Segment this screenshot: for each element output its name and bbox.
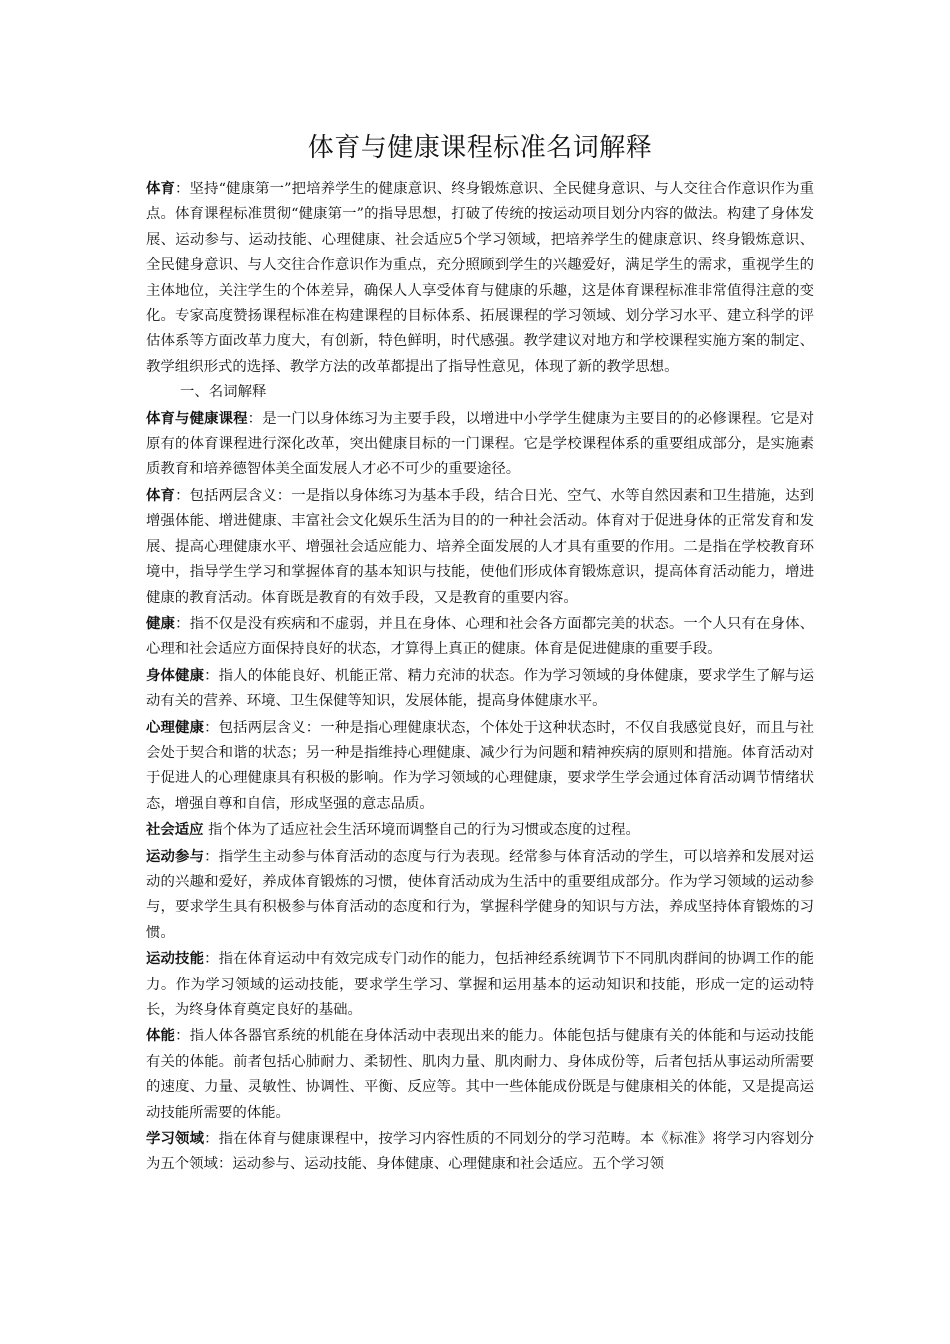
term-label: 体能 <box>146 1027 176 1045</box>
definition-text: 指不仅是没有疾病和不虚弱，并且在身体、心理和社会各方面都完美的状态。一个人只有在身体、心理和社会适应方面保持良好的状态，才算得上真正的健康。体育是促进健康的重要手段。 <box>146 615 814 658</box>
term-label: 运动技能 <box>146 950 205 968</box>
definition-entry <box>146 611 814 663</box>
definition-text: 指在体育与健康课程中，按学习内容性质的不同划分的学习范畴。本《标准》将学习内容划分为五个领域：运动参与、运动技能、身体健康、心理健康和社会适应。五个学习领 <box>146 1131 814 1173</box>
term-label: 体育 <box>146 486 176 504</box>
term-label: 体育 <box>146 180 176 197</box>
intro-paragraph <box>146 176 814 380</box>
term-separator: ： <box>204 1131 219 1148</box>
term-label: 社会适应 <box>146 821 204 839</box>
term-label: 运动参与 <box>146 847 205 865</box>
definition-text: 包括两层含义：一是指以身体练习为基本手段，结合日光、空气、水等自然因素和卫生措施，达到增强体能、增进健康、丰富社会文化娱乐生活为目的的一种社会活动。体育对于促进身体的正常发育和发展、提高心理健康水平、增强社会适应能力、培养全面发展的人才具有重要的作用。二是指在学校教育环境中，指导学生学习和掌握体育的基本知识与技能，使他们形成体育锻炼意识，提高体育活动能力，增进健康的教育活动。体育既是教育的有效手段，又是教育的重要内容。 <box>146 487 814 606</box>
term-label: 身体健康 <box>146 666 205 684</box>
definition-text: 指人的体能良好、机能正常、精力充沛的状态。作为学习领域的身体健康，要求学生了解与运动有关的营养、环境、卫生保健等知识，发展体能，提高身体健康水平。 <box>146 667 814 710</box>
definition-text: 坚持“健康第一”把培养学生的健康意识、终身锻炼意识、全民健身意识、与人交往合作意识作为重点。体育课程标准贯彻“健康第一”的指导思想，打破了传统的按运动项目划分内容的做法。构建了身体发展、运动参与、运动技能、心理健康、社会适应5个学习领域，把培养学生的健康意识、终身锻炼意识、全民健身意识、与人交往合作意识作为重点，充分照顾到学生的兴趣爱好，满足学生的需求，重视学生的主体地位，关注学生的个体差异，确保人人享受体育与健康的乐趣，这是体育课程标准非常值得注意的变化。专家高度赞扬课程标准在构建课程的目标体系、拓展课程的学习领域、划分学习水平、建立科学的评估体系等方面改革力度大，有创新，特色鲜明，时代感强。教学建议对地方和学校课程实施方案的制定、教学组织形式的选择、教学方法的改革都提出了指导性意见，体现了新的教学思想。 <box>146 181 814 375</box>
term-separator: ： <box>175 181 190 197</box>
definition-entry <box>146 946 814 1023</box>
term-label: 学习领域 <box>146 1130 205 1148</box>
definition-text: 指个体为了适应社会生活环境而调整自己的行为习惯或态度的过程。 <box>208 822 640 839</box>
definition-entry <box>146 663 814 715</box>
term-separator: ： <box>204 951 219 968</box>
term-separator: ： <box>204 667 219 684</box>
document-page <box>146 128 814 1178</box>
term-separator: ： <box>175 615 190 632</box>
definition-entry <box>146 715 814 818</box>
term-separator: ： <box>204 848 219 865</box>
definition-entry <box>146 817 814 843</box>
term-separator: ： <box>175 487 190 504</box>
term-label: 体育与健康课程 <box>146 409 248 427</box>
definition-entry <box>146 844 814 947</box>
definition-text: 包括两层含义：一种是指心理健康状态，个体处于这种状态时，不仅自我感觉良好，而且与社会处于契合和谐的状态；另一种是指维持心理健康、减少行为问题和精神疾病的原则和措施。体育活动对于促进人的心理健康具有积极的影响。作为学习领域的心理健康，要求学生学会通过体育活动调节情绪状态，增强自尊和自信，形成坚强的意志品质。 <box>146 719 814 812</box>
term-separator: ： <box>204 719 219 736</box>
term-label: 健康 <box>146 614 176 632</box>
definition-entry <box>146 406 814 483</box>
term-separator: ： <box>175 1028 190 1045</box>
term-label: 心理健康 <box>146 718 205 736</box>
definition-text: 指人体各器官系统的机能在身体活动中表现出来的能力。体能包括与健康有关的体能和与运动技能有关的体能。前者包括心肺耐力、柔韧性、肌肉力量、肌肉耐力、身体成份等，后者包括从事运动所需要的速度、力量、灵敏性、协调性、平衡、反应等。其中一些体能成份既是与健康相关的体能，又是提高运动技能所需要的体能。 <box>146 1028 814 1121</box>
definition-text: 指在体育运动中有效完成专门动作的能力，包括神经系统调节下不同肌肉群间的协调工作的能力。作为学习领域的运动技能，要求学生学习、掌握和运用基本的运动知识和技能，形成一定的运动特长，为终身体育奠定良好的基础。 <box>146 951 814 1018</box>
document-title: 体育与健康课程标准名词解释 <box>307 133 653 163</box>
definition-entry <box>146 483 814 611</box>
term-separator: ： <box>247 410 263 427</box>
section-heading: 一、名词解释 <box>180 384 267 401</box>
definition-entry <box>146 1126 814 1178</box>
definition-text: 指学生主动参与体育活动的态度与行为表现。经常参与体育活动的学生，可以培养和发展对运动的兴趣和爱好，养成体育锻炼的习惯，使体育活动成为生活中的重要组成部分。作为学习领域的运动参与，要求学生具有积极参与体育活动的态度和行为，掌握科学健身的知识与方法，养成坚持体育锻炼的习惯。 <box>146 848 814 941</box>
definition-entry <box>146 1023 814 1126</box>
definition-text: 是一门以身体练习为主要手段，以增进中小学学生健康为主要目的的必修课程。它是对原有的体育课程进行深化改革，突出健康目标的一门课程。它是学校课程体系的重要组成部分，是实施素质教育和培养德智体美全面发展人才必不可少的重要途径。 <box>146 410 814 478</box>
